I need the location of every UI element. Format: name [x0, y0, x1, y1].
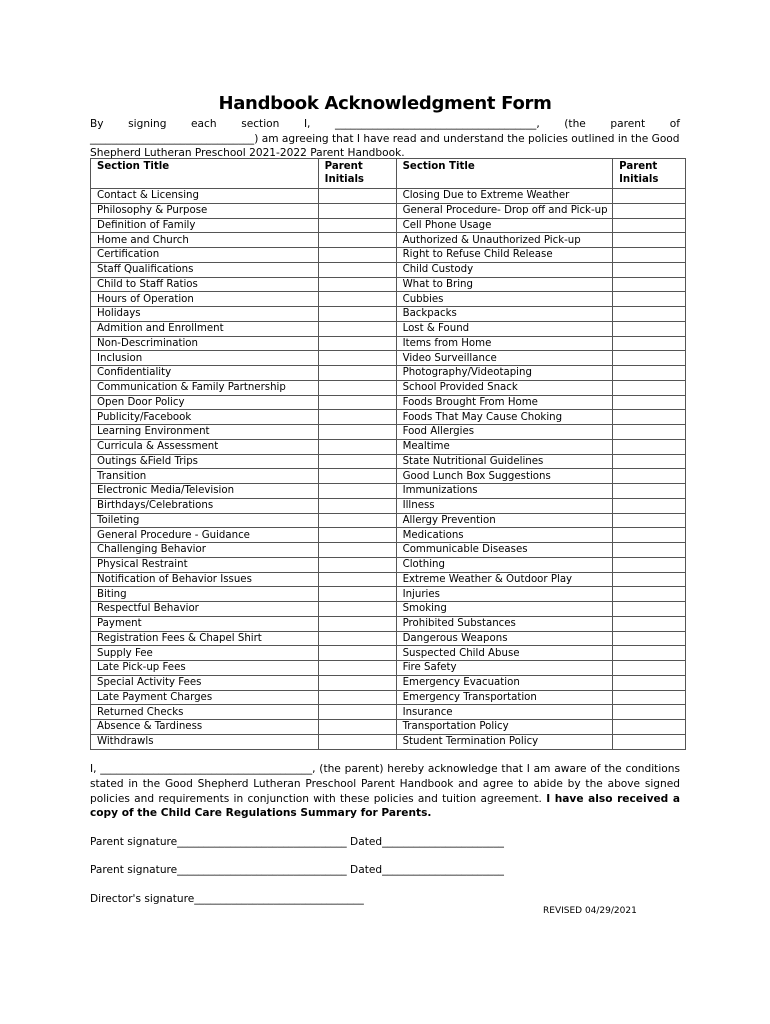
- table-row: [91, 203, 686, 218]
- section-title-right: Items from Home: [396, 336, 613, 351]
- section-title-right: Fire Safety: [396, 661, 613, 676]
- section-title-left: Admition and Enrollment: [91, 321, 319, 336]
- acknowledgment-text: I, ________________________________________, (the parent) hereby acknowledge that I am aware of the conditions stated in the Good Shepherd Lutheran Preschool Parent Handbook and agree to abide by the above signed policies and requirements in conjunction with these policies and tuition agreement.: [90, 763, 680, 805]
- section-title-right: Photography/Videotaping: [396, 366, 613, 381]
- table-row: [91, 675, 686, 690]
- parent-initials-cell[interactable]: [318, 248, 396, 263]
- parent-initials-cell[interactable]: [613, 380, 686, 395]
- section-title-left: Registration Fees & Chapel Shirt: [91, 631, 319, 646]
- section-title-left: Notification of Behavior Issues: [91, 572, 319, 587]
- section-title-right: Injuries: [396, 587, 613, 602]
- section-title-left: Transition: [91, 469, 319, 484]
- intro-line-3: Shepherd Lutheran Preschool 2021-2022 Parent Handbook.: [90, 147, 405, 160]
- table-row: [91, 366, 686, 381]
- table-row: [91, 705, 686, 720]
- acknowledgment-paragraph: [90, 762, 680, 821]
- table-row: [91, 572, 686, 587]
- parent-initials-cell[interactable]: [318, 425, 396, 440]
- table-row: [91, 454, 686, 469]
- section-title-right: Smoking: [396, 602, 613, 617]
- parent-initials-cell[interactable]: [613, 233, 686, 248]
- parent-initials-cell[interactable]: [318, 366, 396, 381]
- section-title-left: Late Pick-up Fees: [91, 661, 319, 676]
- section-title-right: Right to Refuse Child Release: [396, 248, 613, 263]
- section-title-right: Cubbies: [396, 292, 613, 307]
- parent-initials-cell[interactable]: [613, 705, 686, 720]
- parent-initials-cell[interactable]: [613, 203, 686, 218]
- intro-word: of: [669, 118, 680, 130]
- intro-word: I,: [303, 118, 311, 130]
- section-title-right: Food Allergies: [396, 425, 613, 440]
- header-parent-initials-right: [613, 159, 686, 189]
- section-title-right: Child Custody: [396, 262, 613, 277]
- table-row: [91, 602, 686, 617]
- section-title-left: Holidays: [91, 307, 319, 322]
- table-row: [91, 646, 686, 661]
- parent-signature-line-1[interactable]: Parent signature________________________________ Dated_______________________: [90, 836, 504, 848]
- section-title-right: Cell Phone Usage: [396, 218, 613, 233]
- parent-initials-cell[interactable]: [613, 734, 686, 749]
- section-title-right: Insurance: [396, 705, 613, 720]
- parent-initials-cell[interactable]: [318, 321, 396, 336]
- section-title-left: Home and Church: [91, 233, 319, 248]
- table-row: [91, 734, 686, 749]
- parent-initials-cell[interactable]: [318, 720, 396, 735]
- acknowledgment-table-body: [91, 189, 686, 750]
- parent-initials-cell[interactable]: [613, 277, 686, 292]
- parent-initials-cell[interactable]: [318, 513, 396, 528]
- parent-initials-cell[interactable]: [318, 203, 396, 218]
- table-row: [91, 616, 686, 631]
- section-title-right: Allergy Prevention: [396, 513, 613, 528]
- table-row: [91, 233, 686, 248]
- parent-initials-cell[interactable]: [318, 189, 396, 204]
- header-parent-label: Parent: [619, 161, 658, 172]
- section-title-left: Non-Descrimination: [91, 336, 319, 351]
- parent-initials-cell[interactable]: [613, 262, 686, 277]
- parent-initials-cell[interactable]: [613, 602, 686, 617]
- parent-initials-cell[interactable]: [613, 720, 686, 735]
- section-title-right: Lost & Found: [396, 321, 613, 336]
- section-title-left: Definition of Family: [91, 218, 319, 233]
- table-header-row: [91, 159, 686, 189]
- section-title-left: Special Activity Fees: [91, 675, 319, 690]
- parent-initials-cell[interactable]: [318, 292, 396, 307]
- header-parent-label: Parent: [324, 161, 363, 172]
- section-title-right: Extreme Weather & Outdoor Play: [396, 572, 613, 587]
- parent-initials-cell[interactable]: [318, 616, 396, 631]
- table-row: [91, 690, 686, 705]
- parent-initials-cell[interactable]: [613, 631, 686, 646]
- intro-word: section: [241, 118, 280, 130]
- section-title-left: Philosophy & Purpose: [91, 203, 319, 218]
- parent-initials-cell[interactable]: [318, 705, 396, 720]
- section-title-left: General Procedure - Guidance: [91, 528, 319, 543]
- section-title-left: Communication & Family Partnership: [91, 380, 319, 395]
- parent-initials-cell[interactable]: [613, 616, 686, 631]
- section-title-left: Challenging Behavior: [91, 543, 319, 558]
- parent-initials-cell[interactable]: [613, 572, 686, 587]
- section-title-left: Supply Fee: [91, 646, 319, 661]
- intro-word: (the: [564, 118, 586, 130]
- parent-initials-cell[interactable]: [613, 410, 686, 425]
- table-row: [91, 380, 686, 395]
- header-parent-initials-left: [318, 159, 396, 189]
- section-title-left: Electronic Media/Television: [91, 484, 319, 499]
- section-title-left: Inclusion: [91, 351, 319, 366]
- section-title-right: Authorized & Unauthorized Pick-up: [396, 233, 613, 248]
- parent-initials-cell[interactable]: [613, 395, 686, 410]
- table-row: [91, 528, 686, 543]
- table-row: [91, 292, 686, 307]
- section-title-left: Staff Qualifications: [91, 262, 319, 277]
- section-title-left: Returned Checks: [91, 705, 319, 720]
- parent-initials-cell[interactable]: [318, 439, 396, 454]
- section-title-right: General Procedure- Drop off and Pick-up: [396, 203, 613, 218]
- section-title-left: Withdrawls: [91, 734, 319, 749]
- table-row: [91, 248, 686, 263]
- parent-initials-cell[interactable]: [613, 218, 686, 233]
- parent-initials-cell[interactable]: [613, 690, 686, 705]
- intro-word: each: [191, 118, 217, 130]
- parent-initials-cell[interactable]: [318, 557, 396, 572]
- parent-initials-cell[interactable]: [318, 646, 396, 661]
- parent-initials-cell[interactable]: [318, 661, 396, 676]
- section-title-right: School Provided Snack: [396, 380, 613, 395]
- revised-date: REVISED 04/29/2021: [543, 906, 637, 916]
- form-title: Handbook Acknowledgment Form: [218, 93, 552, 114]
- parent-initials-cell[interactable]: [318, 395, 396, 410]
- parent-initials-cell[interactable]: [318, 307, 396, 322]
- section-title-right: Prohibited Substances: [396, 616, 613, 631]
- section-title-right: Closing Due to Extreme Weather: [396, 189, 613, 204]
- parent-initials-cell[interactable]: [613, 513, 686, 528]
- parent-initials-cell[interactable]: [318, 587, 396, 602]
- section-title-left: Certification: [91, 248, 319, 263]
- parent-initials-cell[interactable]: [318, 498, 396, 513]
- header-initials-label: Initials: [619, 174, 659, 185]
- section-title-left: Biting: [91, 587, 319, 602]
- acknowledgment-table: [90, 158, 686, 750]
- parent-initials-cell[interactable]: [318, 410, 396, 425]
- intro-word: By: [90, 118, 104, 130]
- section-title-left: Respectful Behavior: [91, 602, 319, 617]
- section-title-right: Student Termination Policy: [396, 734, 613, 749]
- table-row: [91, 513, 686, 528]
- table-row: [91, 410, 686, 425]
- parent-initials-cell[interactable]: [318, 469, 396, 484]
- intro-paragraph: [90, 117, 680, 161]
- table-row: [91, 557, 686, 572]
- section-title-left: Child to Staff Ratios: [91, 277, 319, 292]
- parent-initials-cell[interactable]: [613, 661, 686, 676]
- parent-initials-cell[interactable]: [318, 454, 396, 469]
- section-title-right: Video Surveillance: [396, 351, 613, 366]
- parent-initials-cell[interactable]: [318, 351, 396, 366]
- parent-initials-cell[interactable]: [613, 336, 686, 351]
- parent-initials-cell[interactable]: [318, 218, 396, 233]
- section-title-right: Transportation Policy: [396, 720, 613, 735]
- table-row: [91, 321, 686, 336]
- table-row: [91, 189, 686, 204]
- section-title-right: Medications: [396, 528, 613, 543]
- table-row: [91, 307, 686, 322]
- table-row: [91, 661, 686, 676]
- parent-initials-cell[interactable]: [318, 734, 396, 749]
- intro-word: signing: [128, 118, 167, 130]
- section-title-left: Confidentiality: [91, 366, 319, 381]
- parent-initials-cell[interactable]: [613, 484, 686, 499]
- intro-word: parent: [610, 118, 646, 130]
- parent-initials-cell[interactable]: [613, 469, 686, 484]
- table-row: [91, 218, 686, 233]
- parent-initials-cell[interactable]: [613, 189, 686, 204]
- parent-signature-line-2[interactable]: Parent signature________________________________ Dated_______________________: [90, 864, 504, 876]
- section-title-right: Suspected Child Abuse: [396, 646, 613, 661]
- table-row: [91, 484, 686, 499]
- parent-initials-cell[interactable]: [613, 528, 686, 543]
- table-row: [91, 351, 686, 366]
- intro-word: ______________________________________,: [335, 118, 540, 130]
- table-row: [91, 277, 686, 292]
- section-title-right: Communicable Diseases: [396, 543, 613, 558]
- section-title-left: Hours of Operation: [91, 292, 319, 307]
- parent-initials-cell[interactable]: [613, 351, 686, 366]
- table-row: [91, 498, 686, 513]
- parent-initials-cell[interactable]: [318, 336, 396, 351]
- table-row: [91, 395, 686, 410]
- parent-initials-cell[interactable]: [318, 675, 396, 690]
- section-title-right: What to Bring: [396, 277, 613, 292]
- section-title-left: Learning Environment: [91, 425, 319, 440]
- header-section-title-right: Section Title: [396, 159, 613, 189]
- parent-initials-cell[interactable]: [613, 587, 686, 602]
- table-row: [91, 587, 686, 602]
- intro-line-2: _______________________________) am agreeing that I have read and understand the policies outlined in the Good: [90, 132, 680, 145]
- table-row: [91, 336, 686, 351]
- section-title-left: Contact & Licensing: [91, 189, 319, 204]
- section-title-left: Curricula & Assessment: [91, 439, 319, 454]
- parent-initials-cell[interactable]: [613, 307, 686, 322]
- parent-initials-cell[interactable]: [318, 572, 396, 587]
- parent-initials-cell[interactable]: [318, 233, 396, 248]
- parent-initials-cell[interactable]: [613, 646, 686, 661]
- section-title-right: State Nutritional Guidelines: [396, 454, 613, 469]
- table-row: [91, 439, 686, 454]
- acknowledgment-bold-text: I have also received a copy of the Child Care Regulations Summary for Parents.: [90, 792, 681, 820]
- section-title-left: Toileting: [91, 513, 319, 528]
- section-title-right: Illness: [396, 498, 613, 513]
- parent-initials-cell[interactable]: [318, 690, 396, 705]
- section-title-right: Mealtime: [396, 439, 613, 454]
- section-title-left: Payment: [91, 616, 319, 631]
- section-title-right: Emergency Transportation: [396, 690, 613, 705]
- section-title-right: Immunizations: [396, 484, 613, 499]
- parent-initials-cell[interactable]: [613, 675, 686, 690]
- section-title-right: Backpacks: [396, 307, 613, 322]
- section-title-right: Good Lunch Box Suggestions: [396, 469, 613, 484]
- parent-initials-cell[interactable]: [318, 543, 396, 558]
- parent-initials-cell[interactable]: [318, 262, 396, 277]
- section-title-left: Publicity/Facebook: [91, 410, 319, 425]
- parent-initials-cell[interactable]: [318, 631, 396, 646]
- parent-initials-cell[interactable]: [613, 557, 686, 572]
- section-title-left: Late Payment Charges: [91, 690, 319, 705]
- header-section-title-left: Section Title: [91, 159, 319, 189]
- table-row: [91, 262, 686, 277]
- section-title-left: Physical Restraint: [91, 557, 319, 572]
- parent-initials-cell[interactable]: [318, 277, 396, 292]
- parent-initials-cell[interactable]: [613, 248, 686, 263]
- section-title-left: Open Door Policy: [91, 395, 319, 410]
- parent-initials-cell[interactable]: [318, 380, 396, 395]
- parent-initials-cell[interactable]: [318, 528, 396, 543]
- header-initials-label: Initials: [324, 174, 364, 185]
- parent-initials-cell[interactable]: [613, 321, 686, 336]
- parent-initials-cell[interactable]: [613, 425, 686, 440]
- section-title-left: Outings &Field Trips: [91, 454, 319, 469]
- section-title-right: Clothing: [396, 557, 613, 572]
- parent-initials-cell[interactable]: [318, 602, 396, 617]
- table-row: [91, 425, 686, 440]
- parent-initials-cell[interactable]: [613, 439, 686, 454]
- parent-initials-cell[interactable]: [613, 366, 686, 381]
- parent-initials-cell[interactable]: [318, 484, 396, 499]
- parent-initials-cell[interactable]: [613, 292, 686, 307]
- parent-initials-cell[interactable]: [613, 498, 686, 513]
- table-row: [91, 631, 686, 646]
- section-title-right: Foods That May Cause Choking: [396, 410, 613, 425]
- table-row: [91, 543, 686, 558]
- intro-line-1: [90, 117, 680, 132]
- section-title-right: Foods Brought From Home: [396, 395, 613, 410]
- section-title-left: Birthdays/Celebrations: [91, 498, 319, 513]
- section-title-left: Absence & Tardiness: [91, 720, 319, 735]
- table-row: [91, 469, 686, 484]
- section-title-right: Dangerous Weapons: [396, 631, 613, 646]
- table-row: [91, 720, 686, 735]
- director-signature-line[interactable]: Director's signature________________________________: [90, 893, 364, 905]
- section-title-right: Emergency Evacuation: [396, 675, 613, 690]
- parent-initials-cell[interactable]: [613, 454, 686, 469]
- parent-initials-cell[interactable]: [613, 543, 686, 558]
